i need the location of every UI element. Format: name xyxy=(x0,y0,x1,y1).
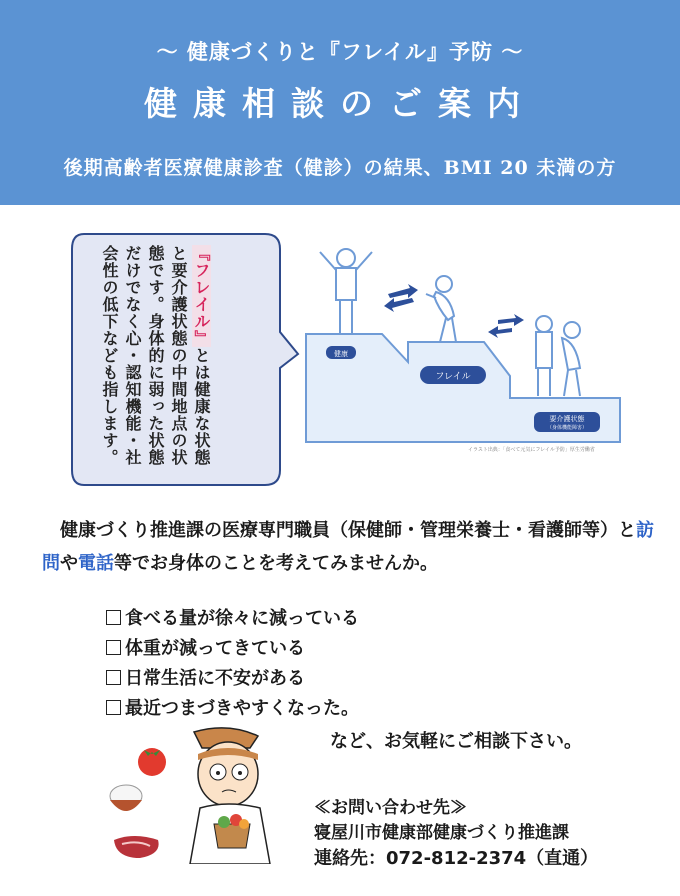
checklist-item-text: 体重が減ってきている xyxy=(125,638,305,659)
label-care: 要介護状態 xyxy=(549,415,585,423)
frailty-stage-illustration xyxy=(298,238,630,446)
checkbox-icon xyxy=(106,640,121,655)
label-frail: フレイル xyxy=(435,372,471,382)
staff-person-illustration xyxy=(180,724,280,864)
illustration-credit: イラスト出典：「食べて元気にフレイル予防」厚生労働省 xyxy=(468,447,595,453)
frailty-definition xyxy=(98,245,213,473)
checkbox-icon xyxy=(106,670,121,685)
care-persons-icon xyxy=(536,316,580,396)
checklist-item-text: 最近つまづきやすくなった。 xyxy=(125,698,359,719)
contact-department: 寝屋川市健康部健康づくり推進課 xyxy=(314,823,569,843)
intro-visit: 訪問 xyxy=(42,520,654,574)
intro-part3: 等でお身体のことを考えてみませんか。 xyxy=(114,553,438,574)
intro-paragraph xyxy=(42,514,662,580)
label-healthy: 健康 xyxy=(334,350,348,358)
checkbox-icon xyxy=(106,610,121,625)
tomato-icon xyxy=(138,748,166,776)
header-subtitle: 〜 健康づくりと『フレイル』予防 〜 xyxy=(156,40,524,64)
contact-phone: 連絡先：072-812-2374（直通） xyxy=(314,848,599,869)
checklist-item-text: 食べる量が徐々に減っている xyxy=(125,608,359,629)
intro-part2: や xyxy=(60,553,78,574)
checklist-item-text: 日常生活に不安がある xyxy=(125,668,305,689)
intro-part1: 健康づくり推進課の医療専門職員（保健師・管理栄養士・看護師等）と xyxy=(60,520,636,541)
rice-bowl-icon xyxy=(110,785,142,811)
checkbox-icon xyxy=(106,700,121,715)
checklist-item xyxy=(106,664,359,694)
label-care-sub: （身体機能障害） xyxy=(546,425,588,431)
checklist-item xyxy=(106,634,359,664)
closing-text: など、お気軽にご相談下さい。 xyxy=(330,731,582,752)
frailty-highlight: 『フレイル』 xyxy=(192,245,211,347)
checklist-item xyxy=(106,694,359,724)
food-illustration xyxy=(104,740,184,870)
healthy-person-icon xyxy=(320,249,372,334)
page-title: 健康相談のご案内 xyxy=(144,84,536,123)
frailty-text: とは健康な状態と要介護状態の中間地点の状態です。身体的に弱った状態だけでなく心・認知機能・社会性の低下なども指します。 xyxy=(100,245,211,466)
target-audience: 後期高齢者医療健康診査（健診）の結果、BMI 20 未満の方 xyxy=(63,157,617,179)
meat-icon xyxy=(114,836,159,858)
header-banner xyxy=(0,0,680,205)
contact-heading: ≪お問い合わせ先≫ xyxy=(314,798,467,818)
contact-info xyxy=(314,796,598,871)
intro-phone: 電話 xyxy=(78,553,114,574)
checklist-item xyxy=(106,604,359,634)
symptom-checklist xyxy=(106,604,359,724)
frail-person-icon xyxy=(426,276,456,342)
